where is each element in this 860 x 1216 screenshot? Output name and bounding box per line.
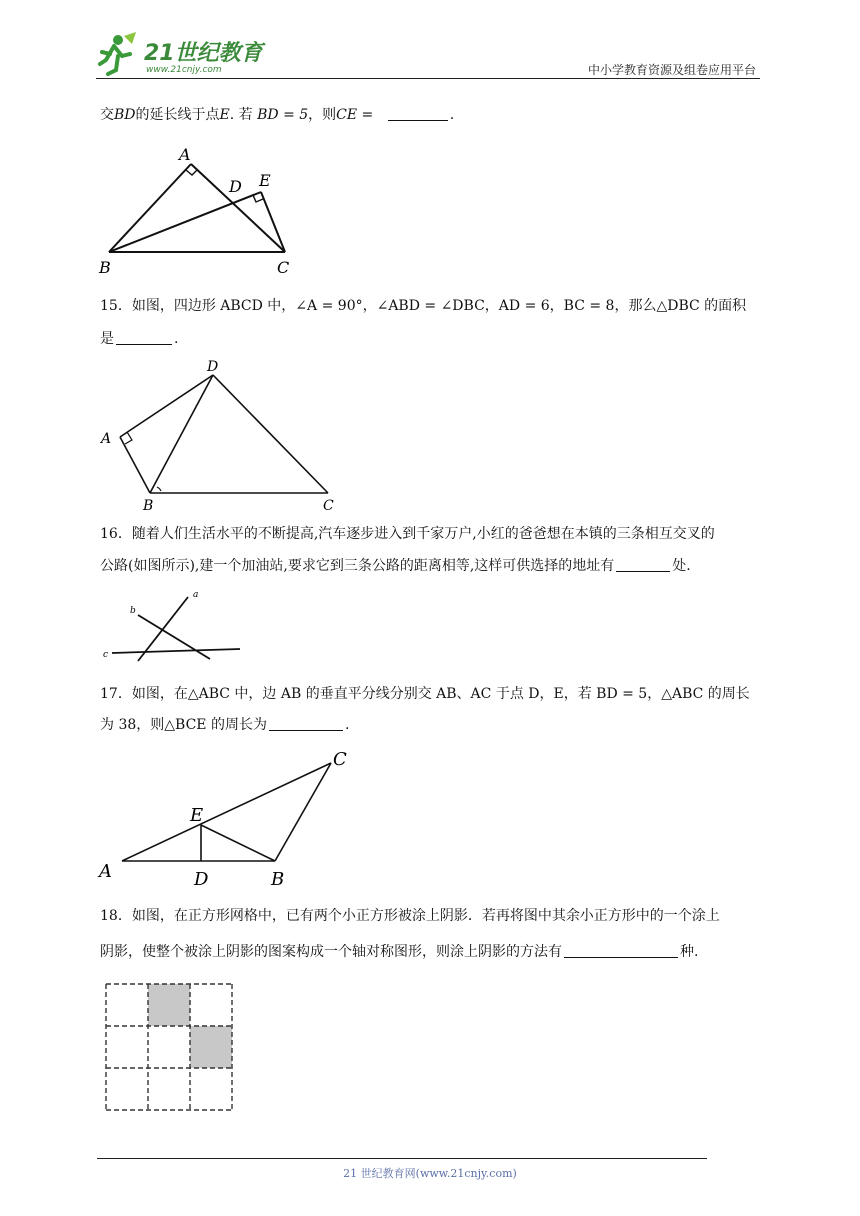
q15-line1: 15．如图，四边形 ABCD 中，∠A = 90°，∠ABD = ∠DBC，AD = 6，BC = 8，那么△DBC 的面积 bbox=[100, 298, 747, 314]
q14-text-b: 的延长线于点 bbox=[135, 107, 220, 123]
runner-logo-icon bbox=[100, 32, 136, 74]
q16-text-a: 公路(如图所示),建一个加油站,要求它到三条公路的距离相等,这样可供选择的地址有 bbox=[100, 558, 615, 574]
q18-grid-figure bbox=[104, 982, 236, 1112]
q16-label-a: a bbox=[193, 590, 199, 600]
q15-line2 bbox=[100, 325, 178, 353]
q14-text-end: . bbox=[449, 107, 455, 123]
q18-line1: 18．如图，在正方形网格中，已有两个小正方形被涂上阴影．若再将图中其余小正方形中的一个涂上 bbox=[100, 908, 720, 924]
q15-label-c: C bbox=[323, 498, 334, 514]
q16-line2 bbox=[100, 552, 691, 580]
q16-label-b: b bbox=[130, 606, 136, 616]
q17-answer-blank[interactable] bbox=[269, 714, 343, 731]
site-logo bbox=[96, 30, 266, 76]
q14-bd: BD bbox=[114, 107, 136, 123]
footer-divider bbox=[97, 1158, 707, 1159]
header-divider bbox=[96, 78, 760, 79]
q14-condition: BD = 5 bbox=[257, 107, 309, 123]
q15-text-a: 是 bbox=[100, 331, 114, 347]
q16-answer-blank[interactable] bbox=[616, 555, 670, 572]
logo-url: www.21cnjy.com bbox=[146, 65, 222, 75]
q14-e: E bbox=[219, 107, 230, 123]
header-platform-text: 中小学教育资源及组卷应用平台 bbox=[587, 63, 756, 77]
q15-label-d: D bbox=[207, 359, 219, 375]
q17-label-a: A bbox=[99, 861, 112, 882]
footer-text: 21 世纪教育网(www.21cnjy.com) bbox=[343, 1167, 517, 1180]
q18-text-b: 种. bbox=[680, 944, 699, 960]
q17-line2 bbox=[100, 711, 349, 739]
q14-text-d: ，则 bbox=[308, 107, 337, 123]
q14-ce: CE = bbox=[336, 107, 374, 123]
q15-label-b: B bbox=[143, 498, 154, 514]
q16-figure bbox=[100, 585, 250, 665]
q15-label-a: A bbox=[101, 431, 112, 447]
q18-text-a: 阴影，使整个被涂上阴影的图案构成一个轴对称图形，则涂上阴影的方法有 bbox=[100, 944, 562, 960]
shaded-cell bbox=[148, 984, 190, 1026]
shaded-cell bbox=[190, 1026, 232, 1068]
q14-text-a: 交 bbox=[100, 107, 114, 123]
q17-text-a: 为 38，则△BCE 的周长为 bbox=[100, 717, 267, 733]
q16-label-c: c bbox=[103, 650, 109, 660]
q14-label-e: E bbox=[259, 171, 271, 190]
q14-text-c: . 若 bbox=[229, 107, 253, 123]
q14-label-d: D bbox=[229, 177, 242, 196]
q14-text bbox=[100, 101, 454, 129]
q17-label-c: C bbox=[333, 749, 347, 770]
q15-answer-blank[interactable] bbox=[116, 328, 172, 345]
q14-figure bbox=[95, 140, 315, 280]
q17-line1: 17．如图，在△ABC 中，边 AB 的垂直平分线分别交 AB、AC 于点 D，E，若 BD = 5，△ABC 的周长 bbox=[100, 686, 750, 702]
q17-label-d: D bbox=[194, 869, 209, 890]
q18-line2 bbox=[100, 938, 698, 966]
q14-label-c: C bbox=[277, 258, 290, 277]
q17-label-e: E bbox=[190, 805, 204, 826]
q17-label-b: B bbox=[271, 869, 285, 890]
q15-figure bbox=[95, 355, 355, 515]
q14-answer-blank[interactable] bbox=[388, 104, 448, 121]
q14-label-b: B bbox=[99, 258, 111, 277]
q17-text-b: . bbox=[344, 717, 350, 733]
q14-label-a: A bbox=[179, 145, 191, 164]
q18-answer-blank[interactable] bbox=[564, 941, 678, 958]
logo-text: 21世纪教育 bbox=[144, 41, 263, 66]
q16-line1: 16．随着人们生活水平的不断提高,汽车逐步进入到千家万户,小红的爸爸想在本镇的三条相互交叉的 bbox=[100, 526, 715, 542]
q17-figure bbox=[95, 745, 365, 895]
q16-text-b: 处. bbox=[672, 558, 691, 574]
q15-text-b: . bbox=[174, 331, 179, 347]
